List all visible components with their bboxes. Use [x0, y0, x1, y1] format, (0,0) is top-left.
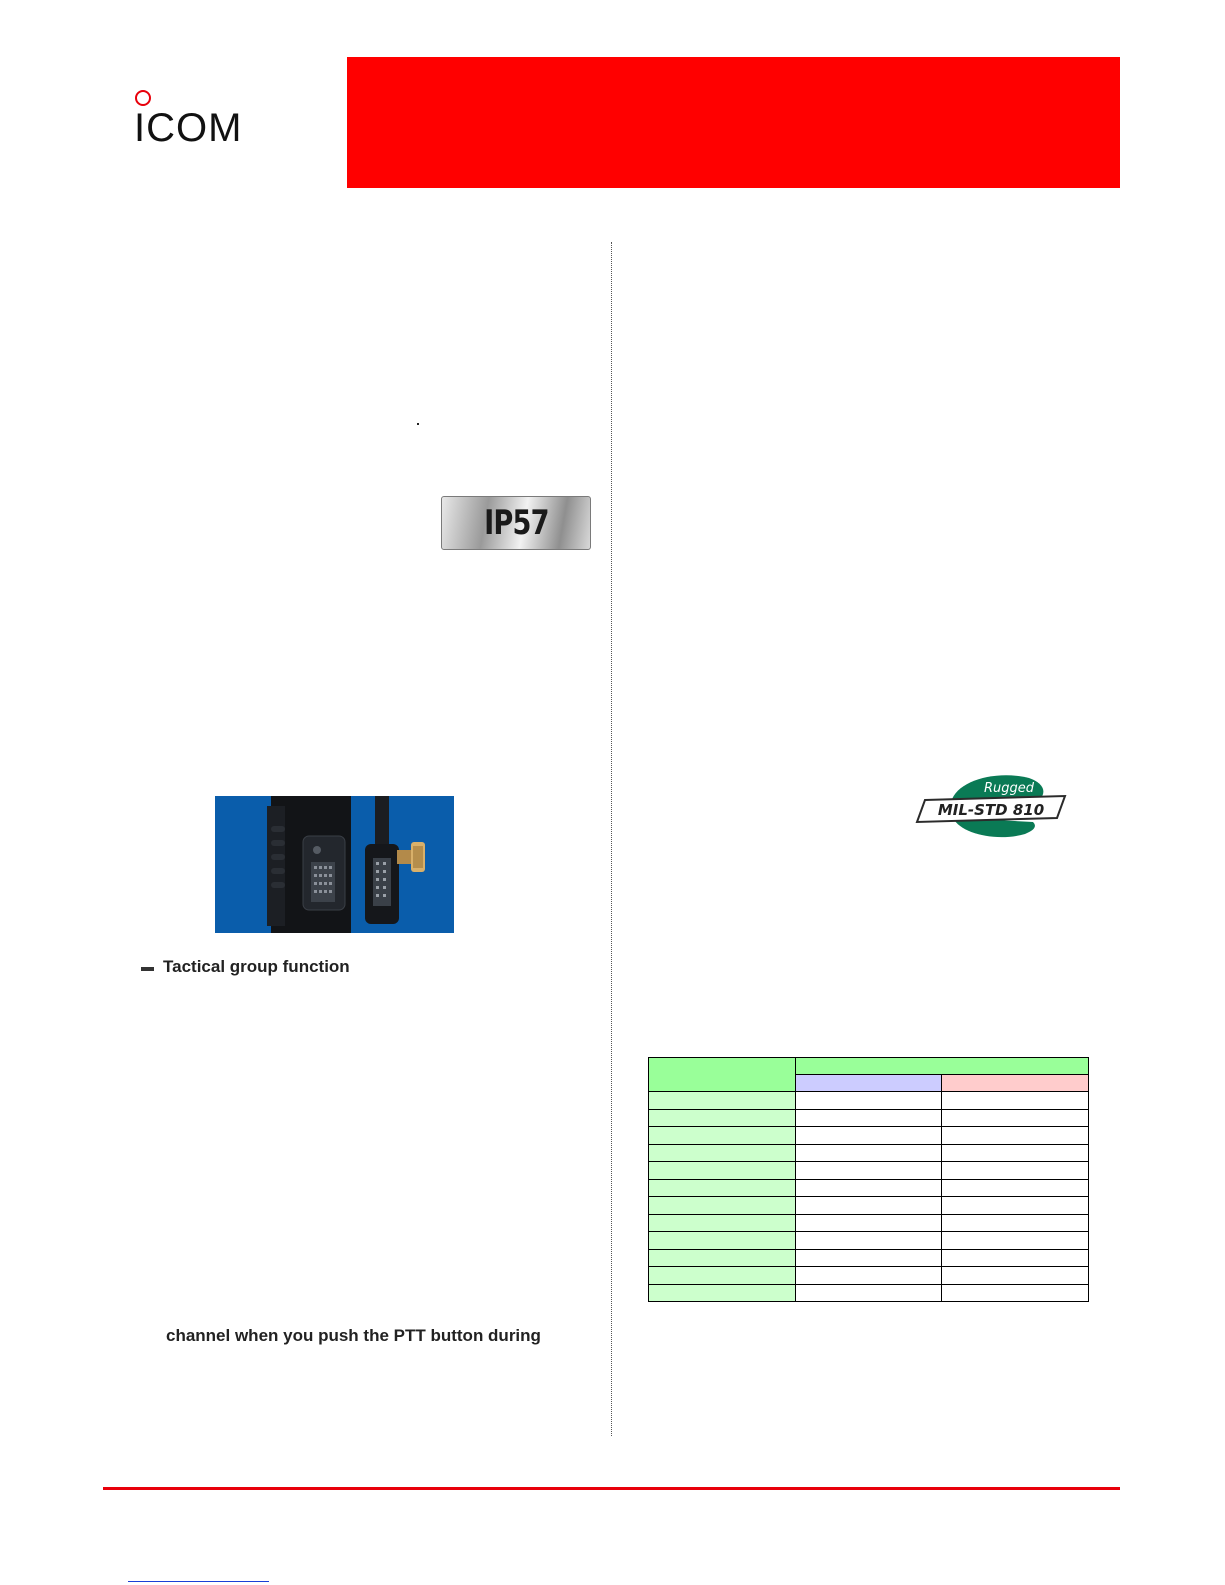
table-row [649, 1284, 1089, 1302]
table-value-cell [795, 1284, 942, 1302]
table-category-cell [649, 1232, 796, 1250]
table-header-row [649, 1058, 1089, 1075]
table-row [649, 1162, 1089, 1180]
table-category-cell [649, 1197, 796, 1215]
mil-std-text: MIL-STD 810 [937, 801, 1045, 819]
footer-link[interactable] [128, 1567, 269, 1582]
table-value-cell [942, 1162, 1089, 1180]
footer-rule [103, 1487, 1120, 1490]
table-value-cell [942, 1127, 1089, 1145]
table-category-cell [649, 1284, 796, 1302]
tactical-group-heading-text: Tactical group function [163, 957, 350, 976]
table-row [649, 1197, 1089, 1215]
table-value-cell [795, 1092, 942, 1110]
header-standard-cell [795, 1058, 1088, 1075]
ip57-badge [441, 496, 591, 550]
table-value-cell [795, 1214, 942, 1232]
radio-illustration [215, 796, 454, 933]
mil-std-badge-graphic [917, 772, 1067, 846]
table-value-cell [795, 1197, 942, 1215]
table-value-cell [942, 1144, 1089, 1162]
column-divider [611, 242, 612, 1436]
subheader-left-cell [795, 1075, 942, 1092]
header-category-cell [649, 1058, 796, 1092]
table-row [649, 1249, 1089, 1267]
table-value-cell [942, 1197, 1089, 1215]
logo-ring-icon [135, 90, 151, 106]
table-row [649, 1109, 1089, 1127]
table-value-cell [795, 1144, 942, 1162]
table-row [649, 1267, 1089, 1285]
mil-rugged-text: Rugged [983, 781, 1035, 796]
table-value-cell [795, 1179, 942, 1197]
table-category-cell [649, 1249, 796, 1267]
subheader-right-cell [942, 1075, 1089, 1092]
radio-connector-photo [215, 796, 454, 933]
table-row [649, 1232, 1089, 1250]
table-value-cell [942, 1232, 1089, 1250]
table-category-cell [649, 1092, 796, 1110]
table-category-cell [649, 1214, 796, 1232]
ip57-label: IP57 [483, 503, 549, 543]
table-value-cell [795, 1267, 942, 1285]
table-row [649, 1144, 1089, 1162]
stray-mark [417, 423, 419, 425]
table-category-cell [649, 1179, 796, 1197]
table-value-cell [795, 1127, 942, 1145]
spec-table-body [649, 1058, 1089, 1302]
ptt-line-text: channel when you push the PTT button during [166, 1326, 541, 1345]
logo-text: ICOM [134, 106, 243, 150]
bullet-square [141, 967, 154, 971]
header-banner [347, 57, 1120, 188]
table-category-cell [649, 1267, 796, 1285]
table-value-cell [795, 1232, 942, 1250]
table-value-cell [942, 1214, 1089, 1232]
ptt-line-fragment [166, 1326, 556, 1345]
table-value-cell [795, 1162, 942, 1180]
table-value-cell [942, 1109, 1089, 1127]
table-value-cell [795, 1109, 942, 1127]
table-category-cell [649, 1144, 796, 1162]
table-row [649, 1092, 1089, 1110]
table-value-cell [942, 1284, 1089, 1302]
tactical-group-heading-fragment [139, 957, 369, 976]
icom-logo [130, 86, 270, 156]
table-category-cell [649, 1127, 796, 1145]
table-value-cell [942, 1267, 1089, 1285]
mil-std-810-logo [917, 772, 1067, 846]
table-value-cell [942, 1092, 1089, 1110]
table-row [649, 1179, 1089, 1197]
table-value-cell [942, 1179, 1089, 1197]
table-value-cell [942, 1249, 1089, 1267]
table-row [649, 1127, 1089, 1145]
spec-table [648, 1057, 1089, 1302]
table-value-cell [795, 1249, 942, 1267]
table-category-cell [649, 1109, 796, 1127]
table-row [649, 1214, 1089, 1232]
table-category-cell [649, 1162, 796, 1180]
